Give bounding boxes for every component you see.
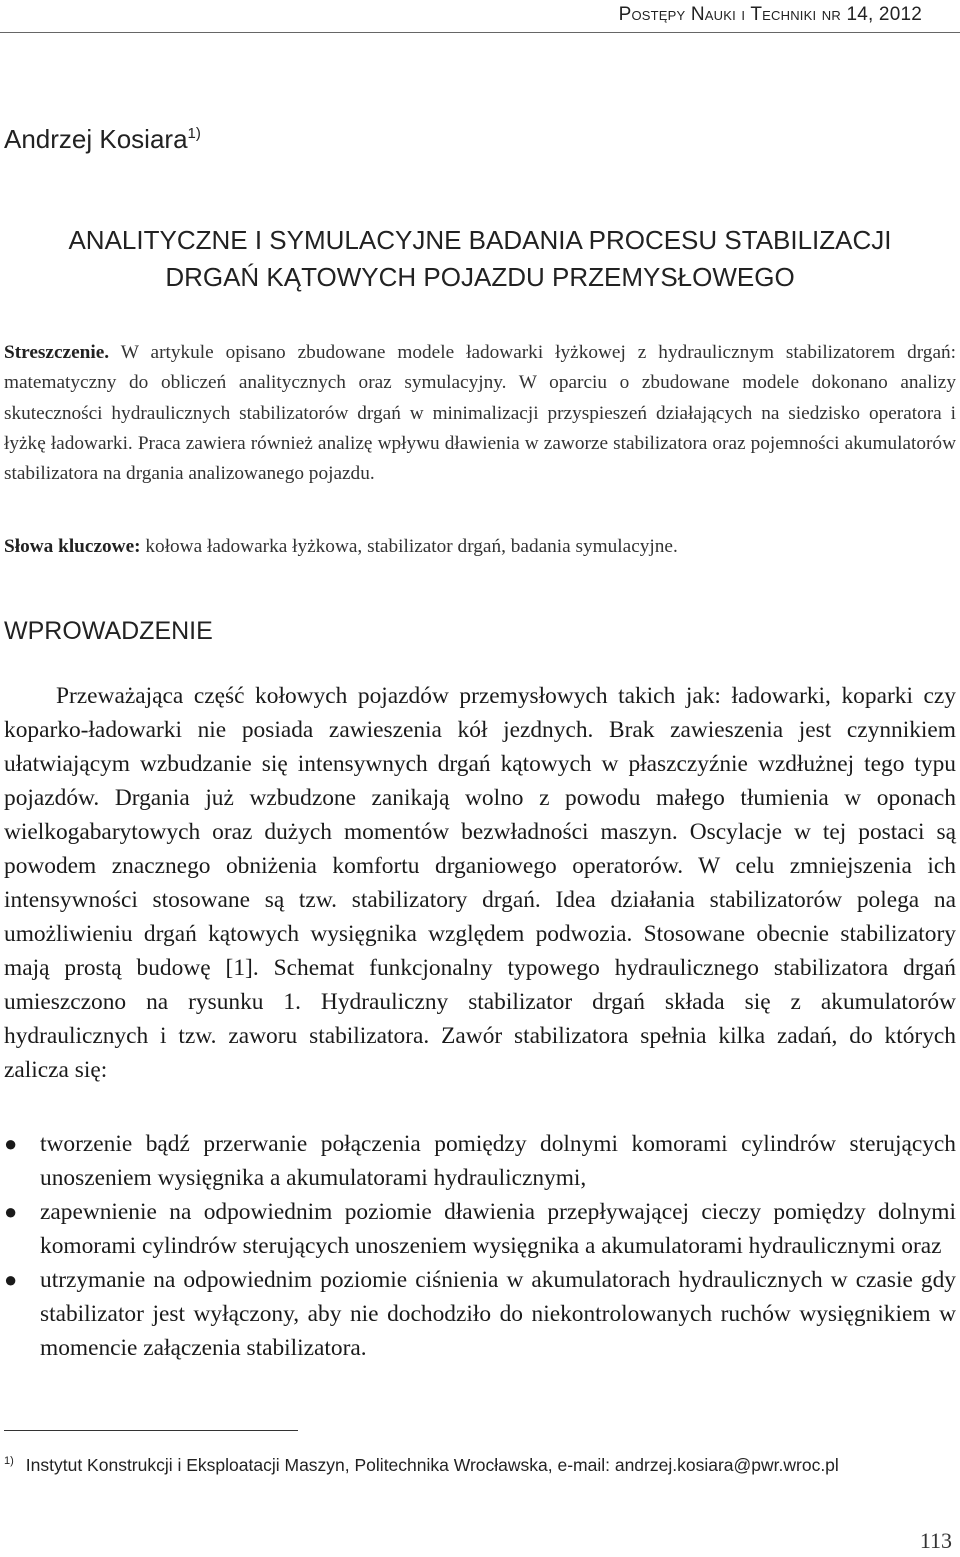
- author-name: Andrzej Kosiara: [4, 124, 188, 154]
- body-paragraph: Przeważająca część kołowych pojazdów przemysłowych takich jak: ładowarki, koparki czy koparko-ładowarki nie posiada zawieszenia kół jezdnych. Brak zawieszenia jest czynnikiem ułatwiającym wzbudzanie się intensywnych drgań kątowych w płaszczyźnie wzdłużnej tego typu pojazdów. Drgania już wzbudzone zanikają wolno z powodu małego tłumienia w oponach wielkogabarytowych oraz dużych momentów bezwładności maszyn. Oscylacje w tej postaci są powodem znacznego obniżenia komfortu drganiowego operatorów. W celu zmniejszenia ich intensywności stosowane są tzw. stabilizatory drgań. Idea działania stabilizatorów polega na umożliwieniu drgań kątowych wysięgnika względem podwozia. Stosowane obecnie stabilizatory mają prostą budowę [1]. Schemat funkcjonalny typowego hydraulicznego stabilizatora drgań umieszczono na rysunku 1. Hydrauliczny stabilizator drgań składa się z akumulatorów hydraulicznych i tzw. zaworu stabilizatora. Zawór stabilizatora spełnia kilka zadań, do których zalicza się:: [4, 683, 956, 1083]
- abstract: [4, 338, 956, 489]
- footnote-divider: [4, 1430, 298, 1431]
- page-number: 113: [919, 1528, 952, 1553]
- keywords-label: Słowa kluczowe:: [4, 536, 141, 557]
- running-header: Postępy Nauki i Techniki nr 14, 2012: [618, 4, 922, 25]
- author-footnote-marker: 1): [187, 125, 201, 142]
- list-item: [4, 1127, 956, 1195]
- list-item-text: zapewnienie na odpowiednim poziomie dławienia przepływającej cieczy pomiędzy dolnymi komorami cylindrów sterujących unoszeniem wysięgnika a akumulatorami hydraulicznymi oraz: [40, 1199, 956, 1259]
- section-heading: WPROWADZENIE: [4, 617, 213, 645]
- paper-title-line-1: ANALITYCZNE I SYMULACYJNE BADANIA PROCESU STABILIZACJI: [68, 225, 892, 255]
- bullet-icon: ●: [4, 1131, 18, 1156]
- list-item-text: tworzenie bądź przerwanie połączenia pomiędzy dolnymi komorami cylindrów sterujących unoszeniem wysięgnika a akumulatorami hydraulicznymi,: [40, 1131, 956, 1191]
- keywords-text: kołowa ładowarka łyżkowa, stabilizator drgań, badania symulacyjne.: [145, 536, 678, 557]
- header-divider: [0, 32, 960, 33]
- footnote: [4, 1455, 839, 1476]
- paper-title-line-2: DRGAŃ KĄTOWYCH POJAZDU PRZEMYSŁOWEGO: [165, 262, 795, 292]
- list-item-text: utrzymanie na odpowiednim poziomie ciśnienia w akumulatorach hydraulicznych w czasie gdy stabilizator jest wyłączony, aby nie dochodziło do niekontrolowanych ruchów wysięgnikiem w momencie załączenia stabilizatora.: [40, 1267, 956, 1361]
- bullet-icon: ●: [4, 1267, 18, 1292]
- bullet-list: [4, 1127, 956, 1365]
- bullet-icon: ●: [4, 1199, 18, 1224]
- list-item: [4, 1195, 956, 1263]
- footnote-text: Instytut Konstrukcji i Eksploatacji Maszyn, Politechnika Wrocławska, e-mail: andrzej.kosiara@pwr.wroc.pl: [25, 1455, 839, 1475]
- author-line: [4, 124, 201, 155]
- keywords: [4, 532, 956, 562]
- list-item: [4, 1263, 956, 1365]
- abstract-label: Streszczenie.: [4, 342, 110, 363]
- paper-title: [0, 222, 960, 296]
- footnote-marker: 1): [4, 1455, 14, 1467]
- abstract-text: W artykule opisano zbudowane modele ładowarki łyżkowej z hydraulicznym stabilizatorem drgań: matematyczny do obliczeń analitycznych oraz symulacyjny. W oparciu o zbudowane modele dokonano analizy skuteczności hydraulicznych stabilizatorów drgań w minimalizacji przyspieszeń działających na siedzisko operatora i łyżkę ładowarki. Praca zawiera również analizę wpływu dławienia w zaworze stabilizatora oraz pojemności akumulatorów stabilizatora na drgania analizowanego pojazdu.: [4, 342, 956, 485]
